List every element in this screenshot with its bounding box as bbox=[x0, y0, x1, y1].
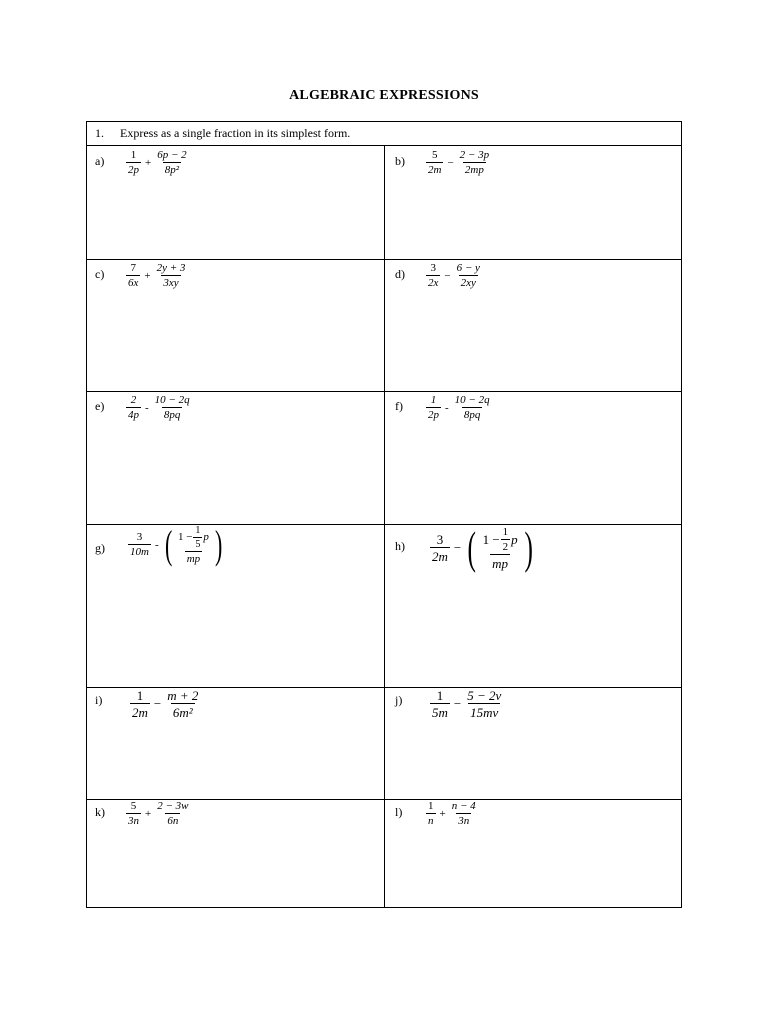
expression bbox=[429, 689, 504, 719]
operator: − bbox=[447, 157, 454, 169]
fraction: $\frac{2 - 3p}{2mp}$ bbox=[459, 149, 490, 176]
question-label: h) bbox=[395, 539, 405, 553]
instruction-text: Express as a single fraction in its simplest form. bbox=[120, 126, 351, 140]
expression bbox=[429, 522, 536, 573]
page-title: ALGEBRAIC EXPRESSIONS bbox=[289, 88, 479, 103]
operator: - bbox=[145, 402, 149, 414]
fraction: $\frac{3}{10m}$ bbox=[130, 531, 149, 558]
fraction: $\frac{3}{2m}$ bbox=[432, 532, 448, 564]
fraction: $\frac{5}{3n}$ bbox=[128, 800, 139, 827]
fraction: $\frac{m + 2}{\text{6m²}}$ bbox=[167, 688, 199, 720]
fraction: 1 − $\frac{1}{5}$ p mp bbox=[177, 524, 209, 565]
right-paren: ) bbox=[214, 522, 223, 567]
right-paren: ) bbox=[524, 522, 533, 573]
question-label: i) bbox=[95, 693, 103, 707]
fraction: $\frac{7}{6x}$ bbox=[128, 262, 139, 289]
operator: + bbox=[145, 808, 152, 820]
fraction: $\frac{3}{2x}$ bbox=[428, 262, 439, 289]
question-label: l) bbox=[395, 805, 403, 819]
expression bbox=[425, 263, 483, 289]
expression bbox=[127, 522, 225, 567]
question-label: a) bbox=[95, 154, 105, 168]
operator: − bbox=[153, 696, 162, 711]
question-label: k) bbox=[95, 805, 105, 819]
fraction: $\frac{n - 4}{3n}$ bbox=[451, 800, 476, 827]
fraction: $\frac{2 - 3w}{6n}$ bbox=[157, 800, 189, 827]
operator: - bbox=[154, 539, 159, 551]
question-table bbox=[86, 121, 682, 908]
operator: - bbox=[445, 402, 449, 414]
fraction: $\frac{2y + 3}{3xy}$ bbox=[156, 262, 186, 289]
expression bbox=[425, 801, 479, 827]
fraction: $\frac{2}{4p}$ bbox=[128, 394, 139, 421]
question-label: b) bbox=[395, 154, 405, 168]
left-paren: ( bbox=[164, 522, 172, 567]
question-number: 1. bbox=[95, 126, 104, 140]
expression bbox=[129, 689, 201, 719]
expression bbox=[125, 395, 193, 421]
expression bbox=[125, 801, 191, 827]
expression bbox=[425, 150, 492, 176]
row-divider bbox=[87, 391, 681, 392]
question-label: g) bbox=[95, 541, 105, 555]
left-paren: ( bbox=[467, 522, 477, 573]
question-label: j) bbox=[395, 693, 403, 707]
fraction: $\frac{6 - y}{2xy}$ bbox=[456, 262, 480, 289]
fraction: $\frac{1}{n}$ bbox=[428, 800, 434, 827]
parenthesized-fraction bbox=[464, 522, 536, 573]
column-divider bbox=[384, 146, 385, 907]
operator: + bbox=[145, 157, 152, 169]
operator: − bbox=[453, 696, 462, 711]
question-label: d) bbox=[395, 267, 405, 281]
fraction: $\frac{10 - 2q}{8pq}$ bbox=[154, 394, 190, 421]
fraction: $\frac{1}{2p}$ bbox=[428, 394, 439, 421]
operator: − bbox=[453, 540, 462, 555]
fraction: $\frac{10 - 2q}{8pq}$ bbox=[454, 394, 490, 421]
instruction-row bbox=[87, 122, 681, 146]
operator: − bbox=[444, 270, 451, 282]
fraction: $\frac{6p - 2}{\text{8p²}}$ bbox=[157, 149, 187, 176]
operator: + bbox=[439, 808, 446, 820]
row-divider bbox=[87, 259, 681, 260]
operator: + bbox=[144, 270, 151, 282]
question-label: c) bbox=[95, 267, 105, 281]
fraction: $\frac{1}{5m}$ bbox=[432, 688, 448, 720]
fraction: $\frac{1}{2m}$ bbox=[132, 688, 148, 720]
fraction: $\frac{5}{2m}$ bbox=[428, 149, 442, 176]
fraction: 1 − $\frac{1}{2}$ p mp bbox=[482, 525, 518, 571]
expression bbox=[425, 395, 493, 421]
parenthesized-fraction bbox=[162, 522, 226, 567]
expression bbox=[125, 263, 188, 289]
fraction: $\frac{5 - 2v}{15mv}$ bbox=[467, 688, 502, 720]
question-label: e) bbox=[95, 399, 105, 413]
expression bbox=[125, 150, 190, 176]
question-label: f) bbox=[395, 399, 403, 413]
fraction: $\frac{1}{2p}$ bbox=[128, 149, 139, 176]
